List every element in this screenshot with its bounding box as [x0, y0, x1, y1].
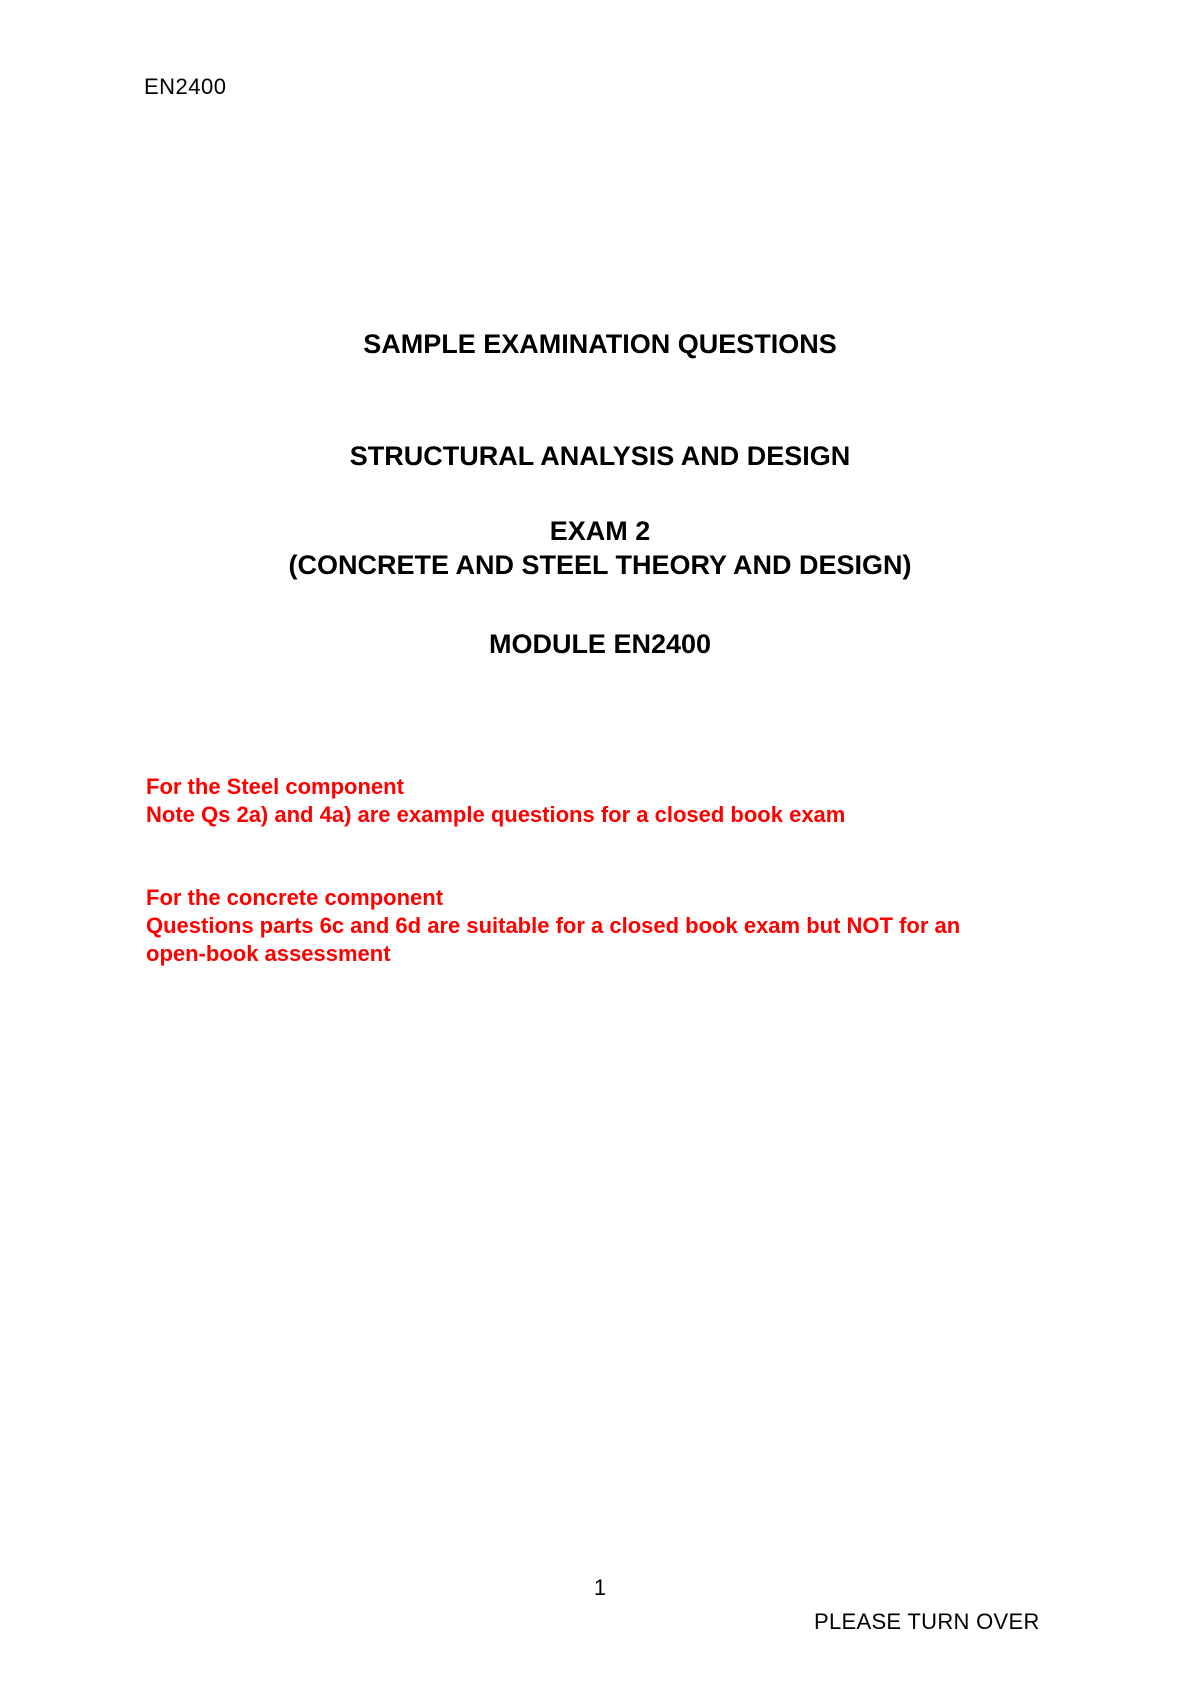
- concrete-note-heading: For the concrete component: [146, 885, 444, 910]
- exam-title: SAMPLE EXAMINATION QUESTIONS: [363, 329, 837, 359]
- subject-title: STRUCTURAL ANALYSIS AND DESIGN: [349, 441, 851, 471]
- module-code-header: EN2400: [144, 74, 227, 99]
- page-number: 1: [593, 1575, 607, 1600]
- please-turn-over-label: PLEASE TURN OVER: [814, 1609, 1040, 1634]
- exam-number: EXAM 2: [549, 516, 651, 546]
- concrete-note-text-line1: Questions parts 6c and 6d are suitable for a closed book exam but NOT for an: [146, 913, 961, 938]
- module-title: MODULE EN2400: [488, 629, 712, 659]
- concrete-note-text-line2: open-book assessment: [146, 941, 391, 966]
- steel-note-text: Note Qs 2a) and 4a) are example questions for a closed book exam: [146, 802, 846, 827]
- exam-scope: (CONCRETE AND STEEL THEORY AND DESIGN): [288, 550, 912, 580]
- steel-note-heading: For the Steel component: [146, 774, 404, 799]
